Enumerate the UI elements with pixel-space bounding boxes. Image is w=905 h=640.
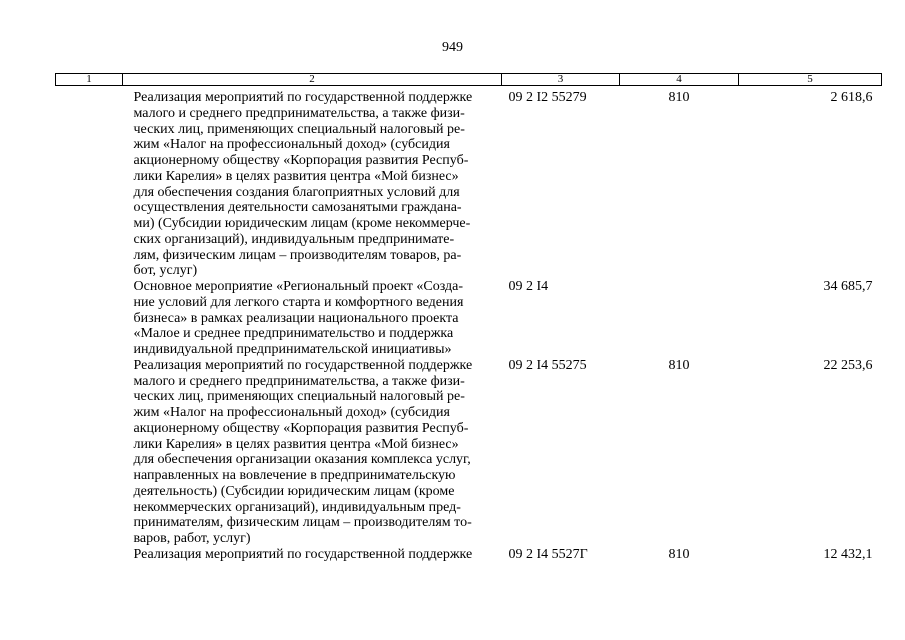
table-row [56,358,882,547]
table-header-row [56,74,882,86]
row-number-cell [56,358,123,547]
row-description: Реализация мероприятий по государственной поддержке малого и среднего предпринимательства, а также физи- ческих лиц, применяющих специальный налоговый ре- жим «Налог на профессиональный доход» (субсидия акционерному обществу «Корпорация развития Респуб- лики Карелия» в целях развития центра «Мой бизнес» для обеспечения организации оказания комплекса услуг, направленных на вовлечение в предпринимательскую деятельность) (Субсидии юридическим лицам (кроме некоммерческих организаций), индивидуальным пред- принимателям, физическим лицам – производителям то- варов, работ, услуг) [133,357,473,546]
column-header-3: 3 [502,74,620,86]
row-expense-type: 810 [668,357,690,373]
row-amount: 2 618,6 [830,90,873,105]
row-expense-type [620,279,739,358]
row-code: 09 2 I2 55279 [508,90,587,105]
page-number: 949 [442,40,463,55]
row-expense-type: 810 [668,90,690,105]
row-expense-type: 810 [668,546,690,562]
row-amount: 22 253,6 [823,357,873,373]
row-number-cell [56,86,123,280]
row-number-cell [56,279,123,358]
column-header-1: 1 [56,74,123,86]
table-row [56,547,882,563]
row-number-cell [56,547,123,563]
row-description: Реализация мероприятий по государственной поддержке [133,546,473,562]
table-row [56,279,882,358]
row-amount: 34 685,7 [823,279,873,294]
column-header-4: 4 [620,74,739,86]
row-description: Реализация мероприятий по государственной поддержке малого и среднего предпринимательства, а также физи- ческих лиц, применяющих специальный налоговый ре- жим «Налог на профессиональный доход» (субсидия акционерному обществу «Корпорация развития Респуб- лики Карелия» в целях развития центра «Мой бизнес» для обеспечения создания благоприятных условий для осуществления деятельности самозанятыми граждана- ми) (Субсидии юридическим лицам (кроме некоммерче- ских организаций), индивидуальным предпринимате- лям, физическим лицам – производителям товаров, ра- бот, услуг) [133,90,473,279]
row-amount: 12 432,1 [823,546,873,562]
column-header-2: 2 [123,74,502,86]
row-code: 09 2 I4 5527Г [508,546,588,562]
column-header-5: 5 [739,74,882,86]
row-code: 09 2 I4 [508,279,549,294]
budget-table [55,73,882,563]
table-row [56,86,882,280]
row-description: Основное мероприятие «Региональный проект «Созда- ние условий для легкого старта и комфортного ведения бизнеса» в рамках реализации национального проекта «Малое и среднее предпринимательство и поддержка индивидуальной предпринимательской инициативы» [133,279,464,357]
row-code: 09 2 I4 55275 [508,357,587,373]
